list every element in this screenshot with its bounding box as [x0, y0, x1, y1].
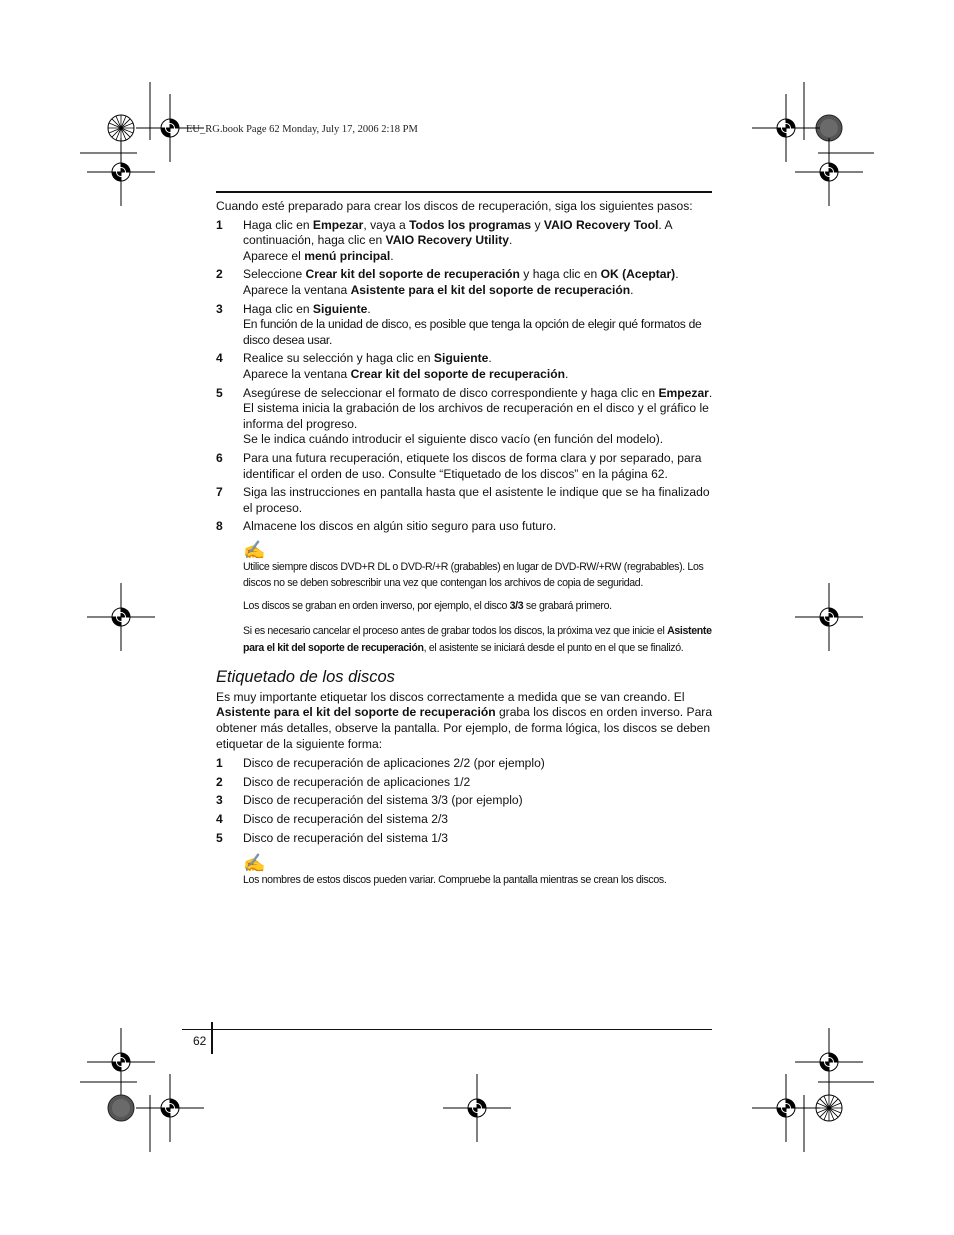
step-4	[216, 351, 716, 382]
label-text: Disco de recuperación del sistema 1/3	[243, 830, 449, 845]
note-pen-icon: ✍	[243, 853, 266, 874]
bottom-rule	[182, 1029, 712, 1030]
label-number: 2	[216, 774, 223, 789]
step-text: Almacene los discos en algún sitio seguro para uso futuro.	[243, 519, 557, 534]
step-8	[216, 519, 716, 535]
step-text: Siga las instrucciones en pantalla hasta que el asistente le indique que se ha finalizado el proceso.	[243, 485, 710, 515]
step-3	[216, 302, 716, 349]
label-number: 1	[216, 756, 223, 771]
label-item-2	[216, 775, 716, 791]
step-number: 8	[216, 519, 223, 534]
step-text: Haga clic en Siguiente.	[243, 301, 371, 316]
step-result: Aparece la ventana Crear kit del soporte de recuperación.	[243, 366, 569, 381]
step-2	[216, 267, 716, 298]
step-7	[216, 485, 716, 516]
step-1	[216, 218, 716, 265]
page-number: 62	[193, 1034, 207, 1048]
note-paragraph: Utilice siempre discos DVD+R DL o DVD-R/+R (grabables) en lugar de DVD-RW/+RW (regrabables). Los discos no se deben sobrescribir una vez que contengan los archivos de copia de seguridad.	[243, 560, 704, 589]
section-paragraph: Es muy importante etiquetar los discos correctamente a medida que se van creando. El Asistente para el kit del soporte de recuperación graba los discos en orden inverso. Para obtener más detalles, observe la pantalla. Por ejemplo, de forma lógica, los discos se deben etiquetar de la siguiente forma:	[216, 689, 713, 751]
step-result: Aparece la ventana Asistente para el kit del soporte de recuperación.	[243, 282, 634, 297]
step-6	[216, 451, 716, 482]
label-number: 4	[216, 812, 223, 827]
step-result: En función de la unidad de disco, es posible que tenga la opción de elegir qué formatos de disco desea usar.	[243, 317, 702, 347]
step-5	[216, 386, 716, 448]
step-text: Seleccione Crear kit del soporte de recuperación y haga clic en OK (Aceptar).	[243, 267, 679, 282]
step-number: 4	[216, 351, 223, 366]
step-text: Haga clic en Empezar, vaya a Todos los programas y VAIO Recovery Tool. A continuación, haga clic en VAIO Recovery Utility.	[243, 217, 672, 248]
page-body	[216, 199, 716, 895]
step-number: 1	[216, 217, 223, 232]
label-number: 5	[216, 830, 223, 845]
label-item-1	[216, 756, 716, 772]
step-number: 5	[216, 385, 223, 400]
step-number: 2	[216, 267, 223, 282]
label-item-3	[216, 793, 716, 809]
label-text: Disco de recuperación del sistema 3/3 (por ejemplo)	[243, 793, 523, 808]
page-number-bar	[211, 1022, 213, 1054]
label-text: Disco de recuperación de aplicaciones 1/2	[243, 774, 471, 789]
note-paragraph: Los discos se graban en orden inverso, por ejemplo, el disco 3/3 se grabará primero.	[243, 599, 612, 612]
label-item-5	[216, 831, 716, 847]
note-paragraph: Los nombres de estos discos pueden variar. Compruebe la pantalla mientras se crean los discos.	[243, 874, 667, 887]
section-title: Etiquetado de los discos	[216, 667, 395, 686]
label-text: Disco de recuperación del sistema 2/3	[243, 812, 449, 827]
note-block-1	[216, 541, 716, 657]
note-pen-icon: ✍	[243, 539, 266, 560]
label-text: Disco de recuperación de aplicaciones 2/2 (por ejemplo)	[243, 756, 545, 771]
note-paragraph: Si es necesario cancelar el proceso antes de grabar todos los discos, la próxima vez que inicie el Asistente para el kit del soporte de recuperación, el asistente se iniciará desde el punto en el que se finalizó.	[243, 624, 712, 654]
step-result-2: Se le indica cuándo introducir el siguiente disco vacío (en función del modelo).	[243, 432, 664, 447]
intro-text: Cuando esté preparado para crear los discos de recuperación, siga los siguientes pasos:	[216, 199, 693, 213]
step-result: El sistema inicia la grabación de los archivos de recuperación en el disco y el gráfico le informa del progreso.	[243, 401, 709, 431]
step-text: Para una futura recuperación, etiquete los discos de forma clara y por separado, para identificar el orden de uso. Consulte “Etiquetado de los discos” en la página 62.	[243, 450, 702, 481]
running-header: EU_RG.book Page 62 Monday, July 17, 2006 2:18 PM	[186, 124, 418, 135]
step-number: 3	[216, 301, 223, 316]
step-result: Aparece el menú principal.	[243, 248, 394, 263]
label-number: 3	[216, 793, 223, 808]
step-text: Realice su selección y haga clic en Siguiente.	[243, 351, 492, 366]
note-block-2	[216, 854, 716, 888]
label-item-4	[216, 812, 716, 828]
step-number: 7	[216, 485, 223, 500]
step-number: 6	[216, 450, 223, 465]
step-text: Asegúrese de seleccionar el formato de disco correspondiente y haga clic en Empezar.	[243, 385, 713, 400]
